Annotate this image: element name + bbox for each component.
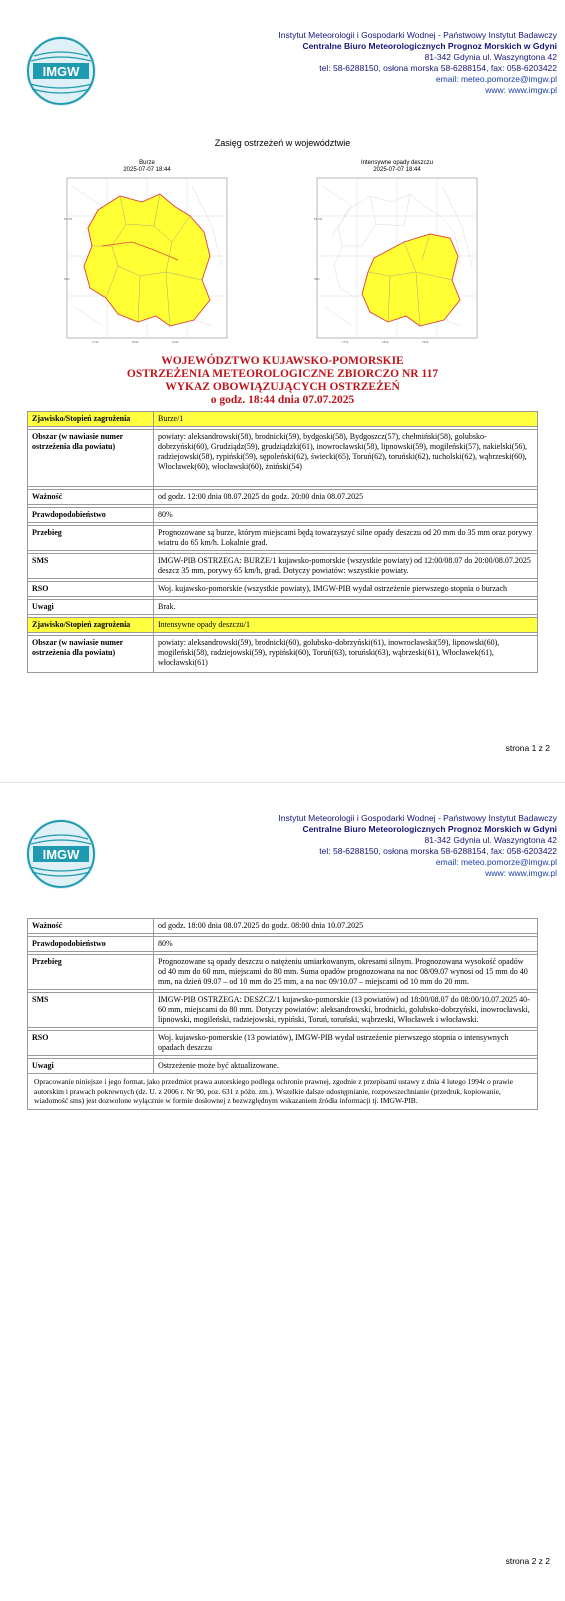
svg-text:18°E: 18°E — [132, 340, 139, 344]
svg-text:53N: 53N — [64, 277, 70, 281]
copyright-row — [28, 1074, 538, 1110]
phone: tel: 58-6288150, osłona morska 58-6288154, fax: 058-6203422 — [319, 63, 557, 73]
warnings-table-1 — [27, 411, 538, 673]
row-value: IMGW-PIB OSTRZEGA: DESZCZ/1 kujawsko-pomorskie (13 powiatów) od 18:00/08.07 do 08:00/10.07.2025 40-60 mm, miejscami do 80 mm. Dotyczy powiatów: aleksandrowski, brodnicki, golubsko-dobrzyński, inowrocławski, lipnowski, mogileński, radziejowski, rypiński, Toruń, toruński, wąbrzeski, Włocławek i włocławski. — [154, 993, 538, 1028]
title-time: o godz. 18:44 dnia 07.07.2025 — [210, 394, 355, 406]
row-key: Obszar (w nawiasie numer ostrzeżenia dla powiatu) — [28, 636, 154, 673]
imgw-logo — [24, 817, 98, 891]
row-key: RSO — [28, 582, 154, 597]
row-value: Woj. kujawsko-pomorskie (13 powiatów), IMGW-PIB wydał ostrzeżenie pierwszego stopnia o intensywnych opadach deszczu — [154, 1031, 538, 1056]
table-row — [28, 430, 538, 487]
svg-text:53.5N: 53.5N — [64, 217, 73, 221]
bureau-name: Centralne Biuro Meteorologicznych Prognoz Morskich w Gdyni — [302, 41, 557, 51]
row-key: Prawdopodobieństwo — [28, 937, 154, 952]
email-link[interactable]: email: meteo.pomorze@imgw.pl — [435, 857, 557, 867]
row-key: Uwagi — [28, 600, 154, 615]
row-key: Zjawisko/Stopień zagrożenia — [28, 412, 154, 427]
table-row — [28, 600, 538, 615]
map-rain-caption: Intensywne opady deszczu — [360, 160, 434, 166]
email-link[interactable]: email: meteo.pomorze@imgw.pl — [435, 74, 557, 84]
copyright-notice: Opracowanie niniejsze i jego format, jako przedmiot prawa autorskiego podlega ochronie prawnej, zgodnie z przepisami ustawy z dnia 4 lutego 1994r o prawie autorskim i prawach pokrewnych (dz. U. z 2006 r. Nr 90, poz. 631 z późn. zm.). Wszelkie dalsze udostępnianie, rozpowszechnianie (przedruk, kopiowanie, wiadomość sms) jest dozwolone wyłącznie w formie dosłownej z bezwzględnym wskazaniem źródła informacji tj. IMGW-PIB. — [28, 1074, 538, 1110]
row-key: Przebieg — [28, 526, 154, 551]
page-1 — [0, 0, 565, 782]
www-link[interactable]: www: www.imgw.pl — [485, 85, 557, 95]
svg-text:17°E: 17°E — [342, 340, 349, 344]
row-value: Woj. kujawsko-pomorskie (wszystkie powiaty), IMGW-PIB wydał ostrzeżenie pierwszego stopnia o burzach — [154, 582, 538, 597]
page-number: strona 1 z 2 — [505, 743, 550, 753]
svg-text:17°E: 17°E — [92, 340, 99, 344]
row-value: Burze/1 — [154, 412, 538, 427]
page-header — [0, 813, 565, 893]
table-row — [28, 618, 538, 633]
svg-text:53N: 53N — [314, 277, 320, 281]
row-key: Przebieg — [28, 955, 154, 990]
row-value: od godz. 18:00 dnia 08.07.2025 do godz. 08:00 dnia 10.07.2025 — [154, 919, 538, 934]
row-value: od godz. 12:00 dnia 08.07.2025 do godz. 20:00 dnia 08.07.2025 — [154, 490, 538, 505]
row-value: powiaty: aleksandrowski(59), brodnicki(60), golubsko-dobrzyński(61), inowrocławski(59), lipnowski(60), mogileński(58), radziejowski(59), rypiński(60), Toruń(63), toruński(63), wąbrzeski(61), Włocławek(61), włocławski(61) — [154, 636, 538, 673]
title-list: WYKAZ OBOWIĄZUJĄCYCH OSTRZEŻEŃ — [165, 381, 400, 393]
table-row — [28, 508, 538, 523]
row-value: IMGW-PIB OSTRZEGA: BURZE/1 kujawsko-pomorskie (wszystkie powiaty) od 12:00/08.07 do 20:00/08.07.2025 deszcz 35 mm, porywy 65 km/h, grad. Dotyczy powiatów: wszystkie powiaty. — [154, 554, 538, 579]
bureau-name: Centralne Biuro Meteorologicznych Prognoz Morskich w Gdyni — [302, 824, 557, 834]
table-row — [28, 993, 538, 1028]
row-value: 80% — [154, 937, 538, 952]
map-heavy-rain — [312, 160, 482, 344]
row-value: Ostrzeżenie może być aktualizowane. — [154, 1059, 538, 1074]
institute-name: Instytut Meteorologii i Gospodarki Wodnej - Państwowy Instytut Badawczy — [278, 30, 557, 40]
table-row — [28, 919, 538, 934]
warnings-table-2 — [27, 918, 538, 1110]
map-storms-date: 2025-07-07 18:44 — [123, 167, 171, 173]
imgw-logo — [24, 34, 98, 108]
table-row — [28, 490, 538, 505]
map-storms-caption: Burze — [139, 160, 155, 166]
row-value: Prognozowane są burze, którym miejscami będą towarzyszyć silne opady deszczu od 20 mm do 35 mm oraz porywy wiatru do 65 km/h. Lokalnie grad. — [154, 526, 538, 551]
address: 81-342 Gdynia ul. Waszyngtona 42 — [424, 52, 557, 62]
map-rain-date: 2025-07-07 18:44 — [373, 167, 421, 173]
map-rain-image — [312, 176, 482, 344]
page-header — [0, 30, 565, 110]
row-value: Brak. — [154, 600, 538, 615]
row-key: Obszar (w nawiasie numer ostrzeżenia dla powiatu) — [28, 430, 154, 487]
row-value: powiaty: aleksandrowski(58), brodnicki(59), bydgoski(58), Bydgoszcz(57), chełmiński(58), golubsko-dobrzyński(60), Grudziądz(59), grudziądzki(61), inowrocławski(58), lipnowski(59), mogileński(57), nakielski(56), radziejowski(58), rypiński(59), sępoleński(62), świecki(65), Toruń(62), toruński(62), tucholski(62), wąbrzeski(60), Włocławek(60), włocławski(60), żniński(54) — [154, 430, 538, 487]
map-storms-image — [62, 176, 232, 344]
map-storms — [62, 160, 232, 344]
table-row — [28, 937, 538, 952]
phone: tel: 58-6288150, osłona morska 58-6288154, fax: 058-6203422 — [319, 846, 557, 856]
table-row — [28, 1059, 538, 1074]
row-value: 80% — [154, 508, 538, 523]
page-number: strona 2 z 2 — [505, 1556, 550, 1566]
document-title — [0, 355, 565, 407]
table-row — [28, 412, 538, 427]
table-row — [28, 636, 538, 673]
maps-title: Zasięg ostrzeżeń w województwie — [214, 138, 351, 148]
row-value: Intensywne opady deszczu/1 — [154, 618, 538, 633]
page-2 — [0, 782, 565, 1601]
title-warnings: OSTRZEŻENIA METEOROLOGICZNE ZBIORCZO NR 117 — [126, 368, 439, 380]
svg-text:53.5N: 53.5N — [314, 217, 323, 221]
row-key: Ważność — [28, 919, 154, 934]
row-key: RSO — [28, 1031, 154, 1056]
institute-name: Instytut Meteorologii i Gospodarki Wodnej - Państwowy Instytut Badawczy — [278, 813, 557, 823]
row-key: Prawdopodobieństwo — [28, 508, 154, 523]
institute-info — [278, 813, 557, 879]
row-key: Ważność — [28, 490, 154, 505]
address: 81-342 Gdynia ul. Waszyngtona 42 — [424, 835, 557, 845]
table-row — [28, 955, 538, 990]
row-key: Uwagi — [28, 1059, 154, 1074]
table-row — [28, 554, 538, 579]
table-row — [28, 526, 538, 551]
row-value: Prognozowane są opady deszczu o natężeniu umiarkowanym, okresami silnym. Prognozowana wysokość opadów od 40 mm do 60 mm, miejscami do 80 mm. Suma opadów prognozowana na noc 08/09.07 wynosi od 15 mm do 40 mm, na dzień 09.07 – od 10 mm do 25 mm, a na noc 09/10.07 – miejscami od 10 mm do 20 mm. — [154, 955, 538, 990]
www-link[interactable]: www: www.imgw.pl — [485, 868, 557, 878]
table-row — [28, 1031, 538, 1056]
logo-text: IMGW — [42, 64, 80, 79]
row-key: SMS — [28, 554, 154, 579]
title-voivodeship: WOJEWÓDZTWO KUJAWSKO-POMORSKIE — [161, 355, 404, 367]
svg-text:19°E: 19°E — [422, 340, 429, 344]
row-key: SMS — [28, 993, 154, 1028]
logo-text: IMGW — [42, 847, 80, 862]
svg-text:18°E: 18°E — [382, 340, 389, 344]
svg-text:19°E: 19°E — [172, 340, 179, 344]
institute-info — [278, 30, 557, 96]
table-row — [28, 582, 538, 597]
row-key: Zjawisko/Stopień zagrożenia — [28, 618, 154, 633]
